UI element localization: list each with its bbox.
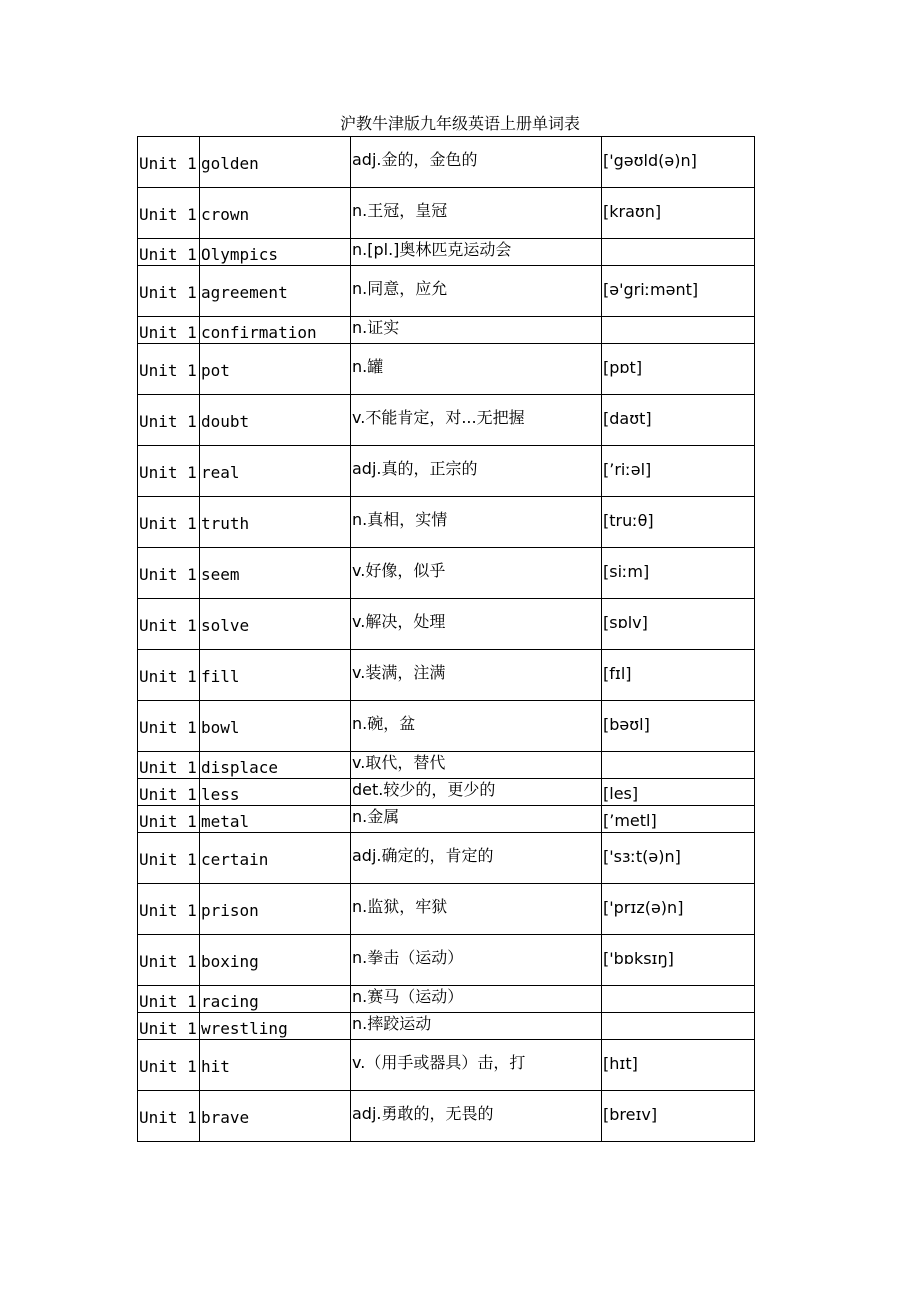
word-cell: crown [200, 188, 351, 239]
word-cell: solve [200, 599, 351, 650]
table-row [138, 317, 755, 344]
unit-cell: Unit 1 [138, 779, 200, 806]
table-row [138, 986, 755, 1013]
phonetic-cell: [hɪt] [602, 1040, 755, 1091]
meaning-cell: n.摔跤运动 [351, 1013, 602, 1040]
phonetic-cell: [’riːəl] [602, 446, 755, 497]
word-cell: fill [200, 650, 351, 701]
meaning-cell: n.拳击（运动） [351, 935, 602, 986]
unit-cell: Unit 1 [138, 344, 200, 395]
meaning-cell: n.金属 [351, 806, 602, 833]
word-cell: prison [200, 884, 351, 935]
phonetic-cell: [siːm] [602, 548, 755, 599]
phonetic-cell: [bəʊl] [602, 701, 755, 752]
unit-cell: Unit 1 [138, 497, 200, 548]
meaning-cell: n.[pl.]奥林匹克运动会 [351, 239, 602, 266]
word-cell: golden [200, 137, 351, 188]
unit-cell: Unit 1 [138, 446, 200, 497]
phonetic-cell: ['prɪz(ə)n] [602, 884, 755, 935]
document-title: 沪教牛津版九年级英语上册单词表 [339, 114, 580, 133]
word-cell: hit [200, 1040, 351, 1091]
vocabulary-table-body [138, 137, 755, 1142]
meaning-cell: v.（用手或器具）击，打 [351, 1040, 602, 1091]
phonetic-cell: [daʊt] [602, 395, 755, 446]
meaning-cell: n.真相，实情 [351, 497, 602, 548]
phonetic-cell: [fɪl] [602, 650, 755, 701]
phonetic-cell: [kraʊn] [602, 188, 755, 239]
meaning-cell: n.赛马（运动） [351, 986, 602, 1013]
word-cell: boxing [200, 935, 351, 986]
phonetic-cell [602, 752, 755, 779]
vocabulary-table [137, 136, 755, 1142]
table-row [138, 266, 755, 317]
table-row [138, 344, 755, 395]
meaning-cell: n.监狱，牢狱 [351, 884, 602, 935]
table-row [138, 884, 755, 935]
table-row [138, 833, 755, 884]
word-cell: seem [200, 548, 351, 599]
unit-cell: Unit 1 [138, 266, 200, 317]
unit-cell: Unit 1 [138, 986, 200, 1013]
word-cell: real [200, 446, 351, 497]
table-row [138, 935, 755, 986]
table-row [138, 239, 755, 266]
phonetic-cell: ['bɒksɪŋ] [602, 935, 755, 986]
unit-cell: Unit 1 [138, 650, 200, 701]
word-cell: certain [200, 833, 351, 884]
phonetic-cell: [truːθ] [602, 497, 755, 548]
meaning-cell: n.罐 [351, 344, 602, 395]
phonetic-cell: [ə'griːmənt] [602, 266, 755, 317]
meaning-cell: v.装满，注满 [351, 650, 602, 701]
table-row [138, 188, 755, 239]
unit-cell: Unit 1 [138, 239, 200, 266]
phonetic-cell: [pɒt] [602, 344, 755, 395]
unit-cell: Unit 1 [138, 1040, 200, 1091]
meaning-cell: n.王冠，皇冠 [351, 188, 602, 239]
unit-cell: Unit 1 [138, 317, 200, 344]
phonetic-cell [602, 1013, 755, 1040]
phonetic-cell: [les] [602, 779, 755, 806]
table-row [138, 1040, 755, 1091]
unit-cell: Unit 1 [138, 548, 200, 599]
meaning-cell: v.不能肯定，对...无把握 [351, 395, 602, 446]
meaning-cell: v.取代，替代 [351, 752, 602, 779]
word-cell: wrestling [200, 1013, 351, 1040]
table-row [138, 446, 755, 497]
meaning-cell: v.好像，似乎 [351, 548, 602, 599]
word-cell: displace [200, 752, 351, 779]
unit-cell: Unit 1 [138, 1091, 200, 1142]
phonetic-cell: [breɪv] [602, 1091, 755, 1142]
table-row [138, 497, 755, 548]
word-cell: brave [200, 1091, 351, 1142]
unit-cell: Unit 1 [138, 599, 200, 650]
meaning-cell: n.证实 [351, 317, 602, 344]
meaning-cell: v.解决，处理 [351, 599, 602, 650]
meaning-cell: adj.勇敢的，无畏的 [351, 1091, 602, 1142]
word-cell: confirmation [200, 317, 351, 344]
word-cell: less [200, 779, 351, 806]
word-cell: pot [200, 344, 351, 395]
phonetic-cell: [sɒlv] [602, 599, 755, 650]
unit-cell: Unit 1 [138, 188, 200, 239]
table-row [138, 701, 755, 752]
word-cell: doubt [200, 395, 351, 446]
word-cell: agreement [200, 266, 351, 317]
table-row [138, 1091, 755, 1142]
word-cell: Olympics [200, 239, 351, 266]
unit-cell: Unit 1 [138, 137, 200, 188]
meaning-cell: det.较少的，更少的 [351, 779, 602, 806]
unit-cell: Unit 1 [138, 935, 200, 986]
meaning-cell: adj.真的，正宗的 [351, 446, 602, 497]
table-row [138, 395, 755, 446]
phonetic-cell [602, 986, 755, 1013]
word-cell: bowl [200, 701, 351, 752]
word-cell: truth [200, 497, 351, 548]
unit-cell: Unit 1 [138, 752, 200, 779]
meaning-cell: adj.金的，金色的 [351, 137, 602, 188]
table-row [138, 137, 755, 188]
unit-cell: Unit 1 [138, 833, 200, 884]
phonetic-cell: ['gəʊld(ə)n] [602, 137, 755, 188]
unit-cell: Unit 1 [138, 1013, 200, 1040]
phonetic-cell [602, 317, 755, 344]
unit-cell: Unit 1 [138, 701, 200, 752]
phonetic-cell: [’metl] [602, 806, 755, 833]
meaning-cell: n.碗，盆 [351, 701, 602, 752]
phonetic-cell [602, 239, 755, 266]
word-cell: racing [200, 986, 351, 1013]
word-cell: metal [200, 806, 351, 833]
meaning-cell: adj.确定的，肯定的 [351, 833, 602, 884]
unit-cell: Unit 1 [138, 395, 200, 446]
table-row [138, 548, 755, 599]
table-row [138, 806, 755, 833]
unit-cell: Unit 1 [138, 884, 200, 935]
meaning-cell: n.同意，应允 [351, 266, 602, 317]
table-row [138, 650, 755, 701]
unit-cell: Unit 1 [138, 806, 200, 833]
table-row [138, 779, 755, 806]
phonetic-cell: ['sɜːt(ə)n] [602, 833, 755, 884]
table-row [138, 599, 755, 650]
table-row [138, 1013, 755, 1040]
table-row [138, 752, 755, 779]
